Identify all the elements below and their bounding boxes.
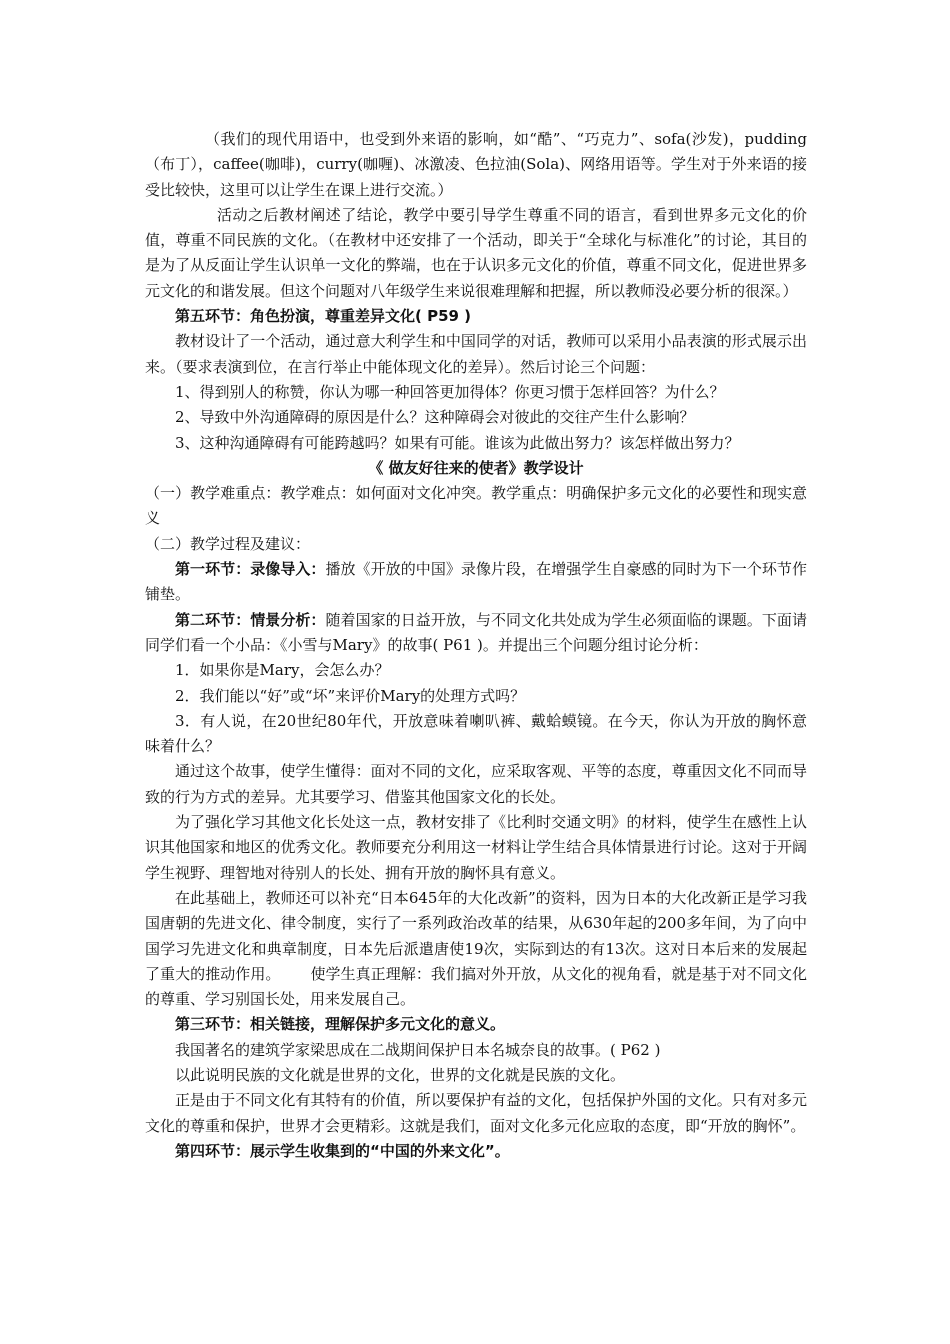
scenario-question-3: 3．有人说，在20世纪80年代，开放意味着喇叭裤、戴蛤蟆镜。在今天，你认为开放的胸怀意味着什么？ [145, 711, 807, 756]
paragraph-liang: 我国著名的建筑学家梁思成在二战期间保护日本名城奈良的故事。( P62 ) [175, 1040, 661, 1059]
section-2-text: 随着国家的日益开放，与不同文化共处成为学生必须面临的课题。下面请同学们看一个小品：《小雪与Mary》的故事( P61 )。并提出三个问题分组讨论分析： [145, 610, 807, 654]
teaching-focus: （一）教学难重点：教学难点：如何面对文化冲突。教学重点：明确保护多元文化的必要性和现实意义 [145, 484, 807, 528]
section-2-paragraph [145, 608, 807, 659]
paragraph-japan [145, 886, 807, 1012]
document-title: 《 做友好往来的使者》教学设计 [368, 458, 584, 477]
paragraph-japan-part-b: 使学生真正理解：我们搞对外开放，从文化的视角看，就是基于对不同文化的尊重、学习别国长处，用来发展自己。 [145, 964, 807, 1009]
section-1-text: 播放《开放的中国》录像片段，在增强学生自豪感的同时为下一个环节作铺垫。 [145, 560, 807, 604]
section-3-heading: 第三环节：相关链接，理解保护多元文化的意义。 [175, 1015, 506, 1034]
section-5-text: 教材设计了一个活动，通过意大利学生和中国同学的对话，教师可以采用小品表演的形式展示出来。（要求表演到位，在言行举止中能体现文化的差异）。然后讨论三个问题： [145, 332, 807, 376]
question-2: 2、导致中外沟通障碍的原因是什么？这种障碍会对彼此的交往产生什么影响？ [175, 408, 695, 427]
paragraph-conclusion: 活动之后教材阐述了结论，教学中要引导学生尊重不同的语言，看到世界多元文化的价值，尊重不同民族的文化。（在教材中还安排了一个活动，即关于“全球化与标准化”的讨论，其目的是为了从反面让学生认识单一文化的弊端，也在于认识多元文化的价值，尊重不同文化，促进世界多元文化的和谐发展。但这个问题对八年级学生来说很难理解和把握，所以教师没必要分析的很深。） [145, 205, 807, 300]
document-body [145, 127, 807, 1164]
question-3: 3、这种沟通障碍有可能跨越吗？如果有可能。谁该为此做出努力？该怎样做出努力？ [175, 433, 740, 452]
section-1-paragraph [145, 557, 807, 608]
paragraph-japan-part-a: 在此基础上，教师还可以补充“日本645年的大化改新”的资料，因为日本的大化改新正是学习我国唐朝的先进文化、律令制度，实行了一系列政治改革的结果，从630年起的200多年间，为了向中国学习先进文化和典章制度，日本先后派遣唐使19次，实际到达的有13次。这对日本后来的发展起了重大的推动作用。 [145, 888, 807, 983]
paragraph-story: 通过这个故事，使学生懂得：面对不同的文化，应采取客观、平等的态度，尊重因文化不同而导致的行为方式的差异。尤其要学习、借鉴其他国家文化的长处。 [145, 762, 807, 806]
section-1-heading: 第一环节：录像导入： [175, 560, 326, 579]
section-5-heading: 第五环节：角色扮演，尊重差异文化( P59 ) [175, 307, 472, 326]
scenario-question-2: 2．我们能以“好”或“坏”来评价Mary的处理方式吗？ [175, 686, 526, 705]
paragraph-loanwords: （我们的现代用语中，也受到外来语的影响，如“酷”、“巧克力”、sofa(沙发)，pudding（布丁），caffee(咖啡)，curry(咖喱)、冰激凌、色拉油(Sola)、网络用语等。学生对于外来语的接受比较快，这里可以让学生在课上进行交流。） [145, 130, 807, 199]
scenario-question-1: 1．如果你是Mary，会怎么办？ [175, 661, 390, 680]
teaching-process-heading: （二）教学过程及建议： [145, 534, 311, 553]
paragraph-protect: 正是由于不同文化有其特有的价值，所以要保护有益的文化，包括保护外国的文化。只有对多元文化的尊重和保护，世界才会更精彩。这就是我们，面对文化多元化应取的态度，即“开放的胸怀”。 [145, 1091, 807, 1135]
paragraph-national-culture: 以此说明民族的文化就是世界的文化，世界的文化就是民族的文化。 [175, 1065, 626, 1084]
section-2-heading: 第二环节：情景分析： [175, 610, 326, 629]
question-1: 1、得到别人的称赞，你认为哪一种回答更加得体？你更习惯于怎样回答？为什么？ [175, 382, 725, 401]
paragraph-belgium: 为了强化学习其他文化长处这一点，教材安排了《比利时交通文明》的材料，使学生在感性上认识其他国家和地区的优秀文化。教师要充分利用这一材料让学生结合具体情景进行讨论。这对于开阔学生视野、理智地对待别人的长处、拥有开放的胸怀具有意义。 [145, 813, 807, 882]
section-4-heading: 第四环节：展示学生收集到的“中国的外来文化”。 [175, 1141, 510, 1160]
